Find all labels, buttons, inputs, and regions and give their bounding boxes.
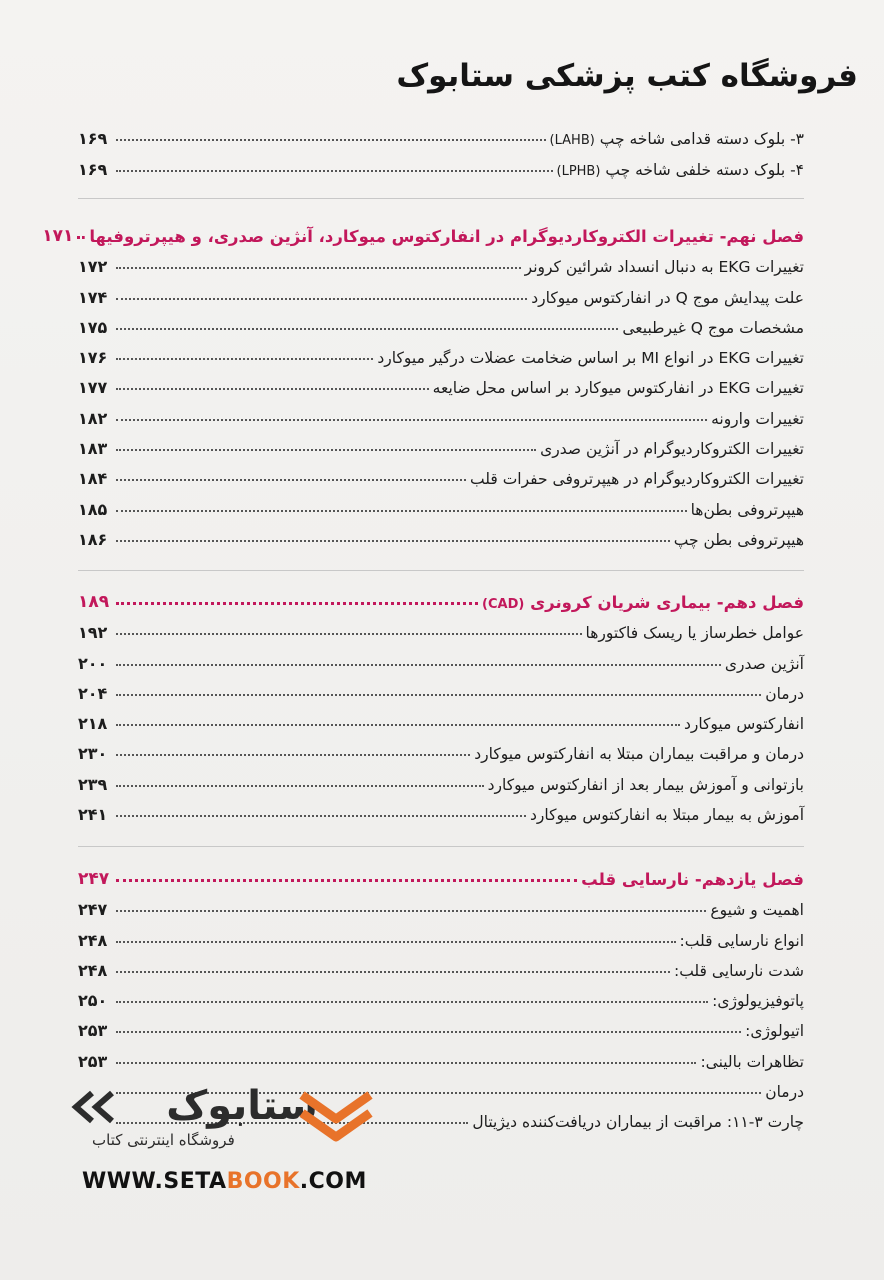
leader-dots (116, 479, 466, 481)
entry-page: ۲۴۸ (78, 960, 108, 980)
chapter-heading[interactable] (78, 578, 804, 612)
section-divider (78, 198, 804, 199)
entry-page: ۲۳۹ (78, 774, 108, 794)
page-title: فروشگاه کتب پزشکی ستابوک (396, 58, 858, 94)
entry-text: ۴- بلوک دسته خلفی شاخه چپ (605, 160, 804, 179)
toc-entry[interactable] (78, 246, 804, 276)
brand-wordmark: ستابوک (166, 1083, 318, 1129)
leader-dots (116, 1062, 696, 1064)
entry-text: بازتوانی و آموزش بیمار بعد از انفارکتوس میوکارد (487, 775, 804, 794)
toc-entry[interactable] (78, 397, 804, 427)
entry-page: ۲۰۰ (78, 653, 108, 673)
entry-page: ۲۱۸ (78, 714, 108, 734)
leader-dots (116, 785, 484, 787)
entry-page: ۱۸۶ (78, 529, 108, 549)
entry-page: ۱۷۶ (78, 348, 108, 368)
entry-text: تغییرات الکتروکاردیوگرام در هیپرتروفی حفرات قلب (470, 470, 804, 489)
toc-entry[interactable] (78, 703, 804, 733)
entry-text: علت پیدایش موج Q در انفارکتوس میوکارد (531, 288, 804, 307)
toc-entry[interactable] (78, 733, 804, 763)
leader-dots (116, 510, 687, 512)
entry-text: ۳- بلوک دسته قدامی شاخه چپ (599, 130, 804, 149)
entry-page: ۱۷۵ (78, 317, 108, 337)
leader-dots (116, 664, 721, 666)
toc-entry[interactable] (78, 458, 804, 488)
toc-entry[interactable] (78, 118, 804, 148)
leader-dots (77, 236, 85, 239)
entry-page: ۱۸۲ (78, 408, 108, 428)
entry-code: (LAHB) (549, 133, 595, 149)
entry-page: ۱۸۴ (78, 469, 108, 489)
entry-page: ۱۷۲ (78, 257, 108, 277)
entry-text: آنژین صدری (724, 654, 804, 673)
entry-page: ۲۵۳ (78, 1021, 108, 1041)
chapter-heading[interactable] (42, 212, 804, 246)
leader-dots (116, 754, 470, 756)
toc-entry[interactable] (78, 367, 804, 397)
toc-entry[interactable] (78, 276, 804, 306)
chapter-title: فصل دهم- بیماری شریان کرونری (530, 593, 804, 612)
toc-entry[interactable] (78, 642, 804, 672)
top-entries (78, 118, 804, 179)
chapter-title: فصل نهم- تغییرات الکتروکاردیوگرام در انفارکتوس میوکارد، آنژین صدری، و هیپرتروفیها (89, 227, 804, 246)
leader-dots (116, 298, 527, 300)
entry-text: تغییرات EKG در انفارکتوس میوکارد بر اساس محل ضایعه (432, 379, 804, 398)
chapter-page: ۱۸۹ (78, 592, 110, 612)
entry-page: ۱۷۷ (78, 378, 108, 398)
entry-text: چارت ۳-۱۱: مراقبت از بیماران دریافت‌کننده دیژیتال (472, 1113, 804, 1132)
entry-page: ۲۴۸ (78, 930, 108, 950)
entry-page: ۱۷۴ (78, 287, 108, 307)
leader-dots (116, 1031, 741, 1033)
chapter-9 (42, 212, 804, 549)
entry-text: درمان (765, 684, 804, 703)
entry-page: ۲۵۰ (78, 991, 108, 1011)
url-part: WWW.SETA (82, 1169, 227, 1194)
chapter-heading[interactable] (78, 855, 804, 889)
brand-subtitle: فروشگاه اینترنتی کتاب (92, 1131, 235, 1149)
toc-entry[interactable] (78, 1010, 804, 1040)
entry-text: انواع نارسایی قلب: (679, 931, 804, 950)
chapter-page: ۲۴۷ (78, 869, 110, 889)
toc-entry[interactable] (78, 889, 804, 919)
toc-entry[interactable] (78, 919, 804, 949)
leader-dots (116, 941, 676, 943)
entry-text: آموزش به بیمار مبتلا به انفارکتوس میوکارد (529, 806, 804, 825)
leader-dots (116, 328, 618, 330)
entry-text: درمان (765, 1083, 804, 1102)
leader-dots (116, 358, 373, 360)
leader-dots (116, 879, 577, 882)
toc-entry[interactable] (78, 980, 804, 1010)
setabook-watermark (62, 1075, 382, 1205)
leader-dots (116, 139, 546, 141)
entry-text: پاتوفیزیولوژی: (712, 992, 804, 1011)
toc-entry[interactable] (78, 148, 804, 178)
entry-text: هیپرتروفی بطن‌ها (690, 500, 804, 519)
entry-text: اتیولوژی: (745, 1022, 804, 1041)
leader-dots (116, 971, 670, 973)
leader-dots (116, 910, 706, 912)
entry-page: ۱۸۳ (78, 439, 108, 459)
entry-page: ۱۹۲ (78, 623, 108, 643)
entry-page: ۲۴۷ (78, 900, 108, 920)
entry-page: ۲۰۴ (78, 683, 108, 703)
toc-entry[interactable] (78, 950, 804, 980)
leader-dots (116, 694, 761, 696)
entry-text: انفارکتوس میوکارد (683, 715, 804, 734)
entry-text: شدت نارسایی قلب: (673, 961, 804, 980)
leader-dots (116, 602, 478, 605)
entry-page: ۱۸۵ (78, 499, 108, 519)
toc-entry[interactable] (78, 1040, 804, 1070)
toc-entry[interactable] (78, 673, 804, 703)
toc-entry[interactable] (78, 488, 804, 518)
section-divider (78, 846, 804, 847)
leader-dots (116, 724, 680, 726)
section-divider (78, 570, 804, 571)
toc-entry[interactable] (78, 612, 804, 642)
toc-entry[interactable] (78, 337, 804, 367)
chapter-code: (CAD) (482, 597, 525, 612)
url-accent: BOOK (226, 1169, 300, 1194)
chapter-10 (78, 578, 804, 824)
entry-text: تغییرات وارونه (711, 409, 804, 428)
leader-dots (116, 449, 536, 451)
leader-dots (116, 267, 521, 269)
entry-page: ۱۶۹ (78, 159, 108, 179)
chapter-page: ۱۷۱ (42, 226, 74, 246)
entry-text: اهمیت و شیوع (710, 901, 804, 920)
entry-text: هیپرتروفی بطن چپ (673, 530, 804, 549)
entry-page: ۲۴۱ (78, 805, 108, 825)
leader-dots (116, 815, 526, 817)
entry-page: ۱۶۹ (78, 129, 108, 149)
entry-page: ۲۵۳ (78, 1051, 108, 1071)
url-part: .COM (299, 1169, 367, 1194)
leader-dots (116, 633, 582, 635)
chapter-title: فصل یازدهم- نارسایی قلب (581, 870, 804, 889)
double-chevron-icon (68, 1089, 126, 1125)
entry-text: تظاهرات بالینی: (700, 1052, 804, 1071)
toc-entry[interactable] (78, 519, 804, 549)
entry-text: تغییرات EKG به دنبال انسداد شرائین کرونر (524, 258, 804, 277)
leader-dots (116, 170, 553, 172)
toc-entry[interactable] (78, 428, 804, 458)
entry-text: تغییرات الکتروکاردیوگرام در آنژین صدری (540, 440, 804, 459)
entry-text: عوامل خطرساز یا ریسک فاکتورها (585, 624, 804, 643)
entry-text: درمان و مراقبت بیماران مبتلا به انفارکتوس میوکارد (474, 745, 804, 764)
leader-dots (116, 388, 429, 390)
toc-entry[interactable] (78, 794, 804, 824)
toc-entry[interactable] (78, 307, 804, 337)
entry-text: مشخصات موج Q غیرطبیعی (622, 318, 804, 337)
brand-url[interactable] (82, 1169, 367, 1194)
leader-dots (116, 540, 670, 542)
leader-dots (116, 1001, 708, 1003)
book-logo-icon (298, 1085, 374, 1151)
toc-entry[interactable] (78, 763, 804, 793)
entry-page: ۲۳۰ (78, 744, 108, 764)
entry-text: تغییرات EKG در انواع MI بر اساس ضخامت عضلات درگیر میوکارد (377, 349, 804, 368)
entry-code: (LPHB) (556, 163, 601, 179)
leader-dots (116, 419, 707, 421)
